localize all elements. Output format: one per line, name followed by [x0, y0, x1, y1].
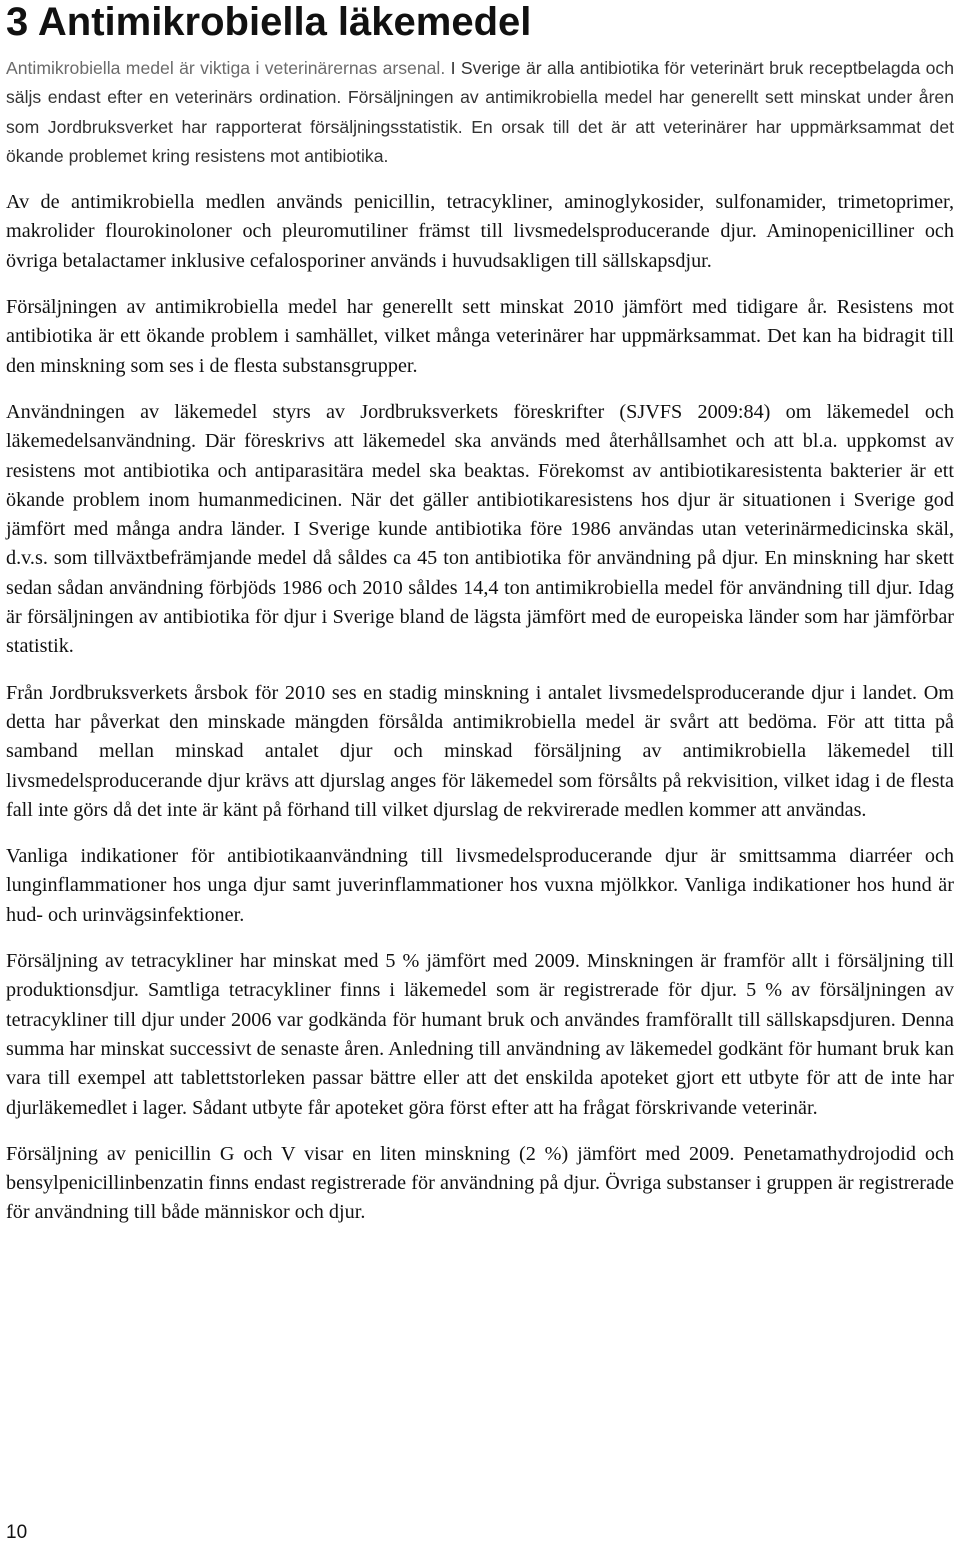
intro-first-sentence: Antimikrobiella medel är viktiga i veterinärernas arsenal.	[6, 58, 446, 78]
paragraph-substances: Av de antimikrobiella medlen används penicillin, tetracykliner, aminoglykosider, sulfonamider, trimetoprimer, makrolider flourokinoloner och pleuromutiliner främst till livsmedelsproducerande djur. Aminopenicilliner och övriga betalactamer inklusive cefalosporiner används i huvudsakligen till sällskapsdjur.	[6, 191, 954, 272]
page-number: 10	[6, 1522, 28, 1543]
chapter-heading: 3 Antimikrobiella läkemedel	[6, 0, 532, 44]
document-page	[6, 0, 954, 1245]
paragraph-tetracyclines: Försäljning av tetracykliner har minskat med 5 % jämfört med 2009. Minskningen är framför allt i försäljning till produktionsdjur. Samtliga tetracykliner finns i läkemedel som är registrerade för djur. 5 % av försäljningen av tetracykliner till djur under 2006 var godkända för humant bruk och användes framförallt till sällskapsdjuren. Denna summa har minskat successivt de senaste åren. Anledning till användning av läkemedel godkänt för humant bruk kan vara till exempel att tablettstorleken passar bättre eller att det enskilda apoteket gjort ett utbyte för att de inte har djurläkemedlet i lager. Sådant utbyte får apoteket göra först efter att ha frågat förskrivande veterinär.	[6, 950, 954, 1119]
paragraph-yearbook: Från Jordbruksverkets årsbok för 2010 ses en stadig minskning i antalet livsmedelsproducerande djur i landet. Om detta har påverkat den minskade mängden försålda antimikrobiella medel är svårt att bedöma. För att titta på samband mellan minskad antalet djur och minskad försäljning av antimikrobiella läkemedel till livsmedelsproducerande djur krävs att djurslag anges för läkemedel som försålts på rekvisition, vilket idag i de flesta fall inte görs då det inte är känt på förhand till vilket djurslag de rekvirerade medlen kommer att användas.	[6, 681, 954, 821]
paragraph-indications: Vanliga indikationer för antibiotikaanvändning till livsmedelsproducerande djur är smittsamma diarréer och lunginflammationer hos unga djur samt juverinflammationer hos vuxna mjölkkor. Vanliga indikationer hos hund är hud- och urinvägsinfektioner.	[6, 845, 954, 926]
paragraph-regulation: Användningen av läkemedel styrs av Jordbruksverkets föreskrifter (SJVFS 2009:84) om läkemedel och läkemedelsanvändning. Där föreskrivs att läkemedel ska används med återhållsamhet och att bl.a. uppkomst av resistens mot antibiotika och antiparasitära medel ska beaktas. Förekomst av antibiotikaresistenta bakterier är ett ökande problem inom humanmedicinen. När det gäller antibiotikaresistens hos djur är situationen i Sverige god jämfört med många andra länder. I Sverige kunde antibiotika före 1986 användas utan veterinärmedicinska skäl, d.v.s. som tillväxtbefrämjande medel då såldes ca 45 ton antibiotika för användning på djur. En minskning har skett sedan sådan användning förbjöds 1986 och 2010 såldes 14,4 ton antimikrobiella medel för användning till djur. Idag är försäljningen av antibiotika för djur i Sverige bland de lägsta jämfört med de europeiska länder som har jämförbar statistik.	[6, 400, 954, 658]
intro-paragraph	[6, 54, 954, 171]
paragraph-sales-decline: Försäljningen av antimikrobiella medel har generellt sett minskat 2010 jämfört med tidigare år. Resistens mot antibiotika är ett ökande problem i samhället, vilket många veterinärer har uppmärksammat. Det kan ha bidragit till den minskning som ses i de flesta substansgrupper.	[6, 296, 954, 377]
intro-rest: I Sverige är alla antibiotika för veterinärt bruk receptbelagda och säljs endast efter en veterinärs ordination. Försäljningen av antimikrobiella medel har generellt sett minskat under åren som Jordbruksverket har rapporterat försäljningsstatistik. En orsak till det är att veterinärer har uppmärksammat det ökande problemet kring resistens mot antibiotika.	[6, 58, 955, 166]
paragraph-penicillin: Försäljning av penicillin G och V visar en liten minskning (2 %) jämfört med 2009. Penetamathydrojodid och bensylpenicillinbenzatin finns endast registrerade för användning på djur. Övriga substanser i gruppen är registrerade för användning till både människor och djur.	[6, 1142, 954, 1224]
